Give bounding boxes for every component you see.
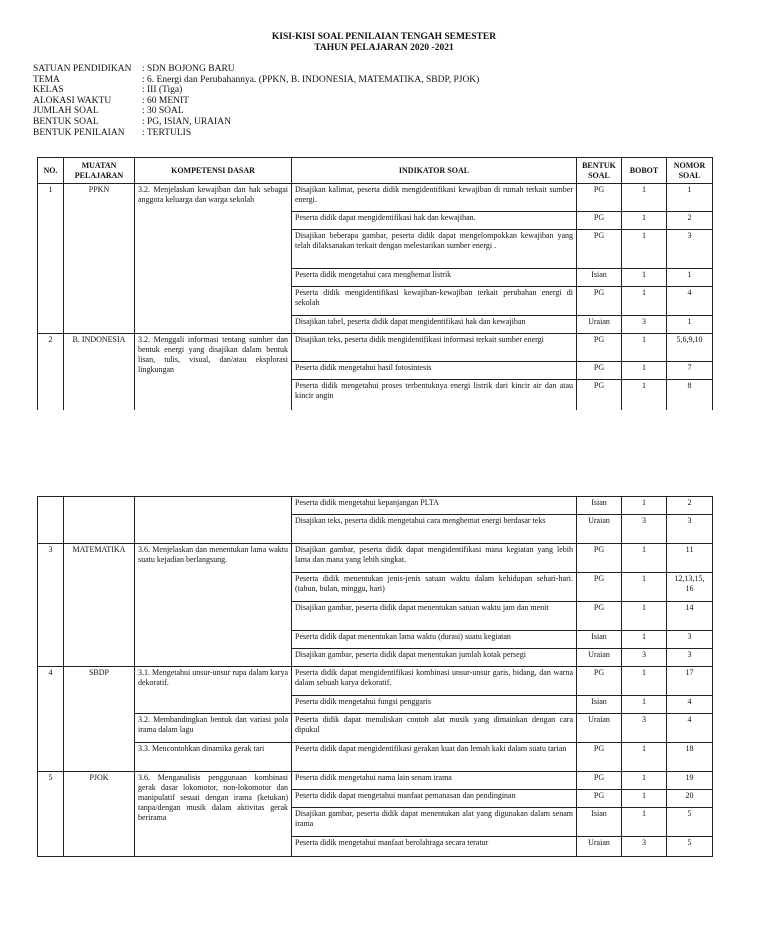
cell-bobot: 1 [622, 772, 667, 790]
cell-bentuk: PG [577, 212, 622, 230]
cell-bobot: 1 [622, 269, 667, 287]
cell-muatan: PPKN [64, 184, 135, 334]
cell-nomor: 18 [667, 743, 713, 772]
cell-nomor: 12,13,15, 16 [667, 573, 713, 602]
cell-muatan: PJOK [64, 772, 135, 857]
cell-no-continued [38, 497, 64, 544]
info-row [33, 64, 479, 75]
cell-nomor: 8 [667, 380, 713, 410]
info-value: : 30 SOAL [142, 106, 184, 117]
cell-bobot: 1 [622, 573, 667, 602]
cell-bobot: 1 [622, 743, 667, 772]
cell-bobot: 3 [622, 515, 667, 544]
cell-indikator: Peserta didik mengetahui fungsi penggaris [292, 696, 577, 714]
col-header-nomor: NOMOR SOAL [667, 158, 713, 184]
cell-indikator: Disajikan gambar, peserta didik dapat menentukan satuan waktu jam dan menit [292, 602, 577, 631]
kisi-kisi-table-page-1 [37, 157, 713, 410]
cell-bobot: 1 [622, 602, 667, 631]
table-row [38, 714, 713, 743]
cell-bobot: 1 [622, 334, 667, 362]
cell-bentuk: PG [577, 667, 622, 696]
cell-muatan: SBDP [64, 667, 135, 772]
cell-bobot: 3 [622, 649, 667, 667]
info-row [33, 128, 479, 139]
table-row [38, 544, 713, 573]
table-row [38, 772, 713, 790]
info-label: BENTUK SOAL [33, 116, 99, 127]
col-header-muatan: MUATAN PELAJARAN [64, 158, 135, 184]
cell-indikator: Peserta didik mengetahui nama lain senam irama [292, 772, 577, 790]
info-value: : III (Tiga) [142, 85, 183, 96]
cell-bobot: 1 [622, 380, 667, 410]
cell-bentuk: PG [577, 362, 622, 380]
table-row [38, 497, 713, 515]
info-row [33, 117, 479, 128]
cell-indikator: Peserta didik mengidentifikasi kewajiban-kewajiban terkait perubahan energi di sekolah [292, 287, 577, 316]
table-row [38, 184, 713, 212]
cell-kd: 3.1. Mengetahui unsur-unsur rupa dalam karya dekoratif. [135, 667, 292, 714]
cell-bobot: 1 [622, 667, 667, 696]
cell-indikator: Peserta didik mengetahui cara menghemat listrik [292, 269, 577, 287]
cell-indikator: Disajikan teks, peserta didik mengetahui cara menghemat energi berdasar teks [292, 515, 577, 544]
cell-bobot: 1 [622, 184, 667, 212]
cell-bentuk: PG [577, 287, 622, 316]
cell-no: 5 [38, 772, 64, 857]
cell-bentuk: PG [577, 743, 622, 772]
cell-bentuk: PG [577, 772, 622, 790]
cell-nomor: 14 [667, 602, 713, 631]
cell-bentuk: Uraian [577, 649, 622, 667]
cell-indikator: Disajikan kalimat, peserta didik mengidentifikasi kewajiban di rumah terkait sumber energi. [292, 184, 577, 212]
cell-bobot: 1 [622, 230, 667, 269]
cell-nomor: 5 [667, 808, 713, 837]
document-subtitle: TAHUN PELAJARAN 2020 -2021 [314, 43, 454, 53]
table-row [38, 334, 713, 362]
cell-no: 1 [38, 184, 64, 334]
cell-nomor: 4 [667, 287, 713, 316]
cell-nomor: 7 [667, 362, 713, 380]
cell-bentuk: PG [577, 544, 622, 573]
cell-bentuk: PG [577, 184, 622, 212]
cell-bentuk: Uraian [577, 837, 622, 857]
cell-nomor: 3 [667, 649, 713, 667]
cell-nomor: 2 [667, 212, 713, 230]
cell-indikator: Disajikan gambar, peserta didik dapat menentukan jumlah kotak persegi [292, 649, 577, 667]
cell-bentuk: Isian [577, 269, 622, 287]
col-header-kd: KOMPETENSI DASAR [135, 158, 292, 184]
cell-bentuk: Isian [577, 808, 622, 837]
cell-bentuk: Uraian [577, 714, 622, 743]
info-value: : PG, ISIAN, URAIAN [142, 116, 231, 127]
cell-bobot: 3 [622, 316, 667, 334]
cell-no: 3 [38, 544, 64, 667]
cell-nomor: 17 [667, 667, 713, 696]
col-header-bentuk: BENTUK SOAL [577, 158, 622, 184]
cell-kd: 3.3. Mencontohkan dinamika gerak tari [135, 743, 292, 772]
info-value: : SDN BOJONG BARU [142, 64, 235, 74]
cell-nomor: 19 [667, 772, 713, 790]
cell-nomor: 2 [667, 497, 713, 515]
cell-kd: 3.2. Menjelaskan kewajiban dan hak sebagai anggota keluarga dan warga sekolah [135, 184, 292, 334]
info-value: : 6. Energi dan Perubahannya. (PPKN, B. INDONESIA, MATEMATIKA, SBDP, PJOK) [142, 74, 480, 85]
cell-indikator: Peserta didik dapat mengidentifikasi kombinasi unsur-unsur garis, bidang, dan warna dalam sebuah karya dekoratif. [292, 667, 577, 696]
cell-nomor: 3 [667, 515, 713, 544]
info-row [33, 106, 479, 117]
cell-indikator: Peserta didik mengetahui hasil fotosintesis [292, 362, 577, 380]
cell-indikator: Peserta didik dapat mengetahui manfaat pemanasan dan pendinginan [292, 790, 577, 808]
cell-indikator: Peserta didik dapat mengidentifikasi gerakan kuat dan lemah kaki dalam suatu tarian [292, 743, 577, 772]
info-row [33, 96, 479, 107]
cell-bentuk: PG [577, 602, 622, 631]
cell-bentuk: Isian [577, 696, 622, 714]
cell-indikator: Disajikan gambar, peserta didik dapat menentukan alat yang digunakan dalam senam irama [292, 808, 577, 837]
table-row [38, 743, 713, 772]
cell-indikator: Disajikan gambar, peserta didik dapat mengidentifikasi mana kegiatan yang lebih lama dan mana yang lebih singkat. [292, 544, 577, 573]
table-row [38, 667, 713, 696]
cell-bobot: 1 [622, 287, 667, 316]
cell-nomor: 20 [667, 790, 713, 808]
cell-kd: 3.6. Menjelaskan dan menentukan lama waktu suatu kejadian berlangsung. [135, 544, 292, 667]
cell-muatan-continued [64, 497, 135, 544]
cell-no: 4 [38, 667, 64, 772]
cell-muatan: B. INDONESIA [64, 334, 135, 410]
cell-indikator: Peserta didik mengetahui manfaat berolahraga secara teratur [292, 837, 577, 857]
cell-bentuk: Isian [577, 497, 622, 515]
cell-bentuk: Uraian [577, 316, 622, 334]
kisi-kisi-table-page-2 [37, 496, 713, 857]
cell-no: 2 [38, 334, 64, 410]
cell-bobot: 1 [622, 631, 667, 649]
cell-bentuk: PG [577, 334, 622, 362]
info-label: BENTUK PENILAIAN [33, 127, 125, 138]
info-label: JUMLAH SOAL [33, 106, 99, 117]
cell-kd: 3.6. Menganalisis penggunaan kombinasi gerak dasar lokomotor, non-lokomotor dan manipulatif sesuai dengan irama (ketukan) tanpa/dengan musik dalam aktivitas gerak berirama [135, 772, 292, 857]
cell-indikator: Peserta didik dapat mengidentifikasi hak dan kewajiban. [292, 212, 577, 230]
cell-nomor: 11 [667, 544, 713, 573]
info-value: : 60 MENIT [142, 95, 189, 106]
cell-muatan: MATEMATIKA [64, 544, 135, 667]
info-row [33, 85, 479, 96]
cell-bentuk: PG [577, 380, 622, 410]
cell-indikator: Peserta didik mengetahui proses terbentuknya energi listrik dari kincir air dan atau kincir angin [292, 380, 577, 410]
cell-nomor: 1 [667, 269, 713, 287]
cell-bobot: 1 [622, 790, 667, 808]
cell-bobot: 1 [622, 212, 667, 230]
info-label: ALOKASI WAKTU [33, 95, 112, 106]
cell-bobot: 3 [622, 714, 667, 743]
cell-indikator: Disajikan beberapa gambar, peserta didik dapat mengelompokkan kewajiban yang telah dilaksanakan terkait dengan melestarikan sumber energi . [292, 230, 577, 269]
cell-nomor: 4 [667, 696, 713, 714]
col-header-bobot: BOBOT [622, 158, 667, 184]
cell-nomor: 1 [667, 184, 713, 212]
info-value: : TERTULIS [142, 127, 192, 138]
cell-bentuk: Uraian [577, 515, 622, 544]
cell-bentuk: PG [577, 230, 622, 269]
table-header-row [38, 158, 713, 184]
cell-bentuk: PG [577, 573, 622, 602]
cell-bentuk: PG [577, 790, 622, 808]
cell-indikator: Disajikan tabel, peserta didik dapat mengidentifikasi hak dan kewajiban [292, 316, 577, 334]
col-header-indikator: INDIKATOR SOAL [292, 158, 577, 184]
cell-nomor: 4 [667, 714, 713, 743]
cell-indikator: Peserta didik dapat menuliskan contoh alat musik yang dimainkan dengan cara dipukul [292, 714, 577, 743]
cell-nomor: 5,6,9,10 [667, 334, 713, 362]
cell-nomor: 1 [667, 316, 713, 334]
cell-kd: 3.2. Menggali informasi tentang sumber dan bentuk energi yang disajikan dalam bentuk lisan, tulis, visual, dan/atau eksplorasi lingkungan [135, 334, 292, 410]
cell-bobot: 1 [622, 544, 667, 573]
cell-nomor: 5 [667, 837, 713, 857]
cell-bentuk: Isian [577, 631, 622, 649]
cell-indikator: Peserta didik menentukan jenis-jenis satuan waktu dalam kehidupan sehari-hari. (tahun, bulan, minggu, hari) [292, 573, 577, 602]
info-label: KELAS [33, 85, 64, 96]
cell-indikator: Disajikan teks, peserta didik mengidentifikasi informasi terkait sumber energi [292, 334, 577, 362]
cell-bobot: 1 [622, 696, 667, 714]
cell-bobot: 3 [622, 837, 667, 857]
cell-nomor: 3 [667, 631, 713, 649]
cell-kd: 3.2. Membandingkan bentuk dan variasi pola irama dalam lagu [135, 714, 292, 743]
cell-indikator: Peserta didik mengetahui kepanjangan PLTA [292, 497, 577, 515]
cell-bobot: 1 [622, 362, 667, 380]
cell-bobot: 1 [622, 808, 667, 837]
document-info [33, 64, 479, 138]
cell-indikator: Peserta didik dapat menentukan lama waktu (durasi) suatu kegiatan [292, 631, 577, 649]
document-title: KISI-KISI SOAL PENILAIAN TENGAH SEMESTER [271, 32, 497, 42]
info-label: TEMA [33, 74, 60, 85]
info-label: SATUAN PENDIDIKAN [33, 64, 132, 74]
col-header-no: NO. [38, 158, 64, 184]
cell-bobot: 1 [622, 497, 667, 515]
cell-nomor: 3 [667, 230, 713, 269]
cell-kd-continued [135, 497, 292, 544]
info-row [33, 75, 479, 86]
